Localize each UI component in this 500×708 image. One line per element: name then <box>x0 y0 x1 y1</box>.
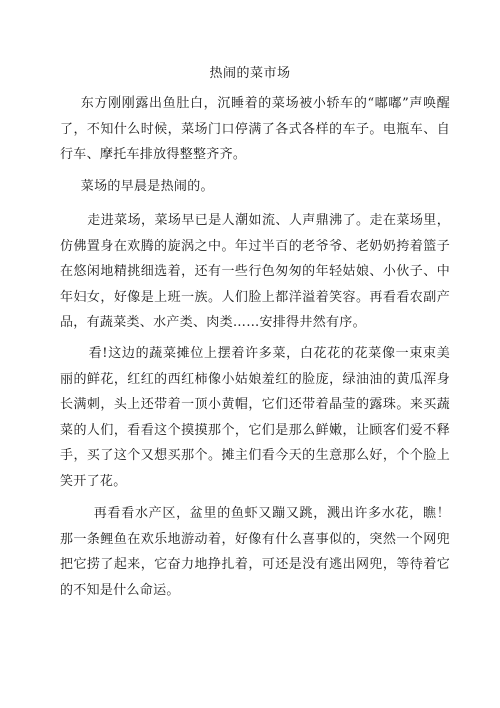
paragraph-1: 东方刚刚露出鱼肚白，沉睡着的菜场被小轿车的“嘟嘟”声唤醒了，不知什么时候，菜场门口停满了各式各样的车子。电瓶车、自行车、摩托车排放得整整齐齐。 <box>60 96 450 162</box>
paragraph-4: 看!这边的蔬菜摊位上摆着许多菜，白花花的花菜像一束束美丽的鲜花，红红的西红柿像小姑娘羞红的脸庞，绿油油的黄瓜浑身长满刺，头上还带着一顶小黄帽，它们还带着晶莹的露珠。来买蔬菜的人们，看看这个摸摸那个，它们是那么鲜嫩，让顾客们爱不释手，买了这个又想买那个。摊主们看今天的生意那么好，个个脸上笑开了花。 <box>60 346 450 489</box>
paragraph-5: 再看看水产区，盆里的鱼虾又蹦又跳，溅出许多水花，瞧！那一条鲤鱼在欢乐地游动着，好像有什么喜事似的，突然一个网兜把它捞了起来，它奋力地挣扎着，可还是没有逃出网兜，等待着它的不知是什么命运。 <box>60 506 450 598</box>
document-title: 热闹的菜市场 <box>209 66 291 81</box>
paragraph-2: 菜场的早晨是热闹的。 <box>80 179 214 194</box>
paragraph-3: 走进菜场，菜场早已是人潮如流、人声鼎沸了。走在菜场里，仿佛置身在欢腾的旋涡之中。年过半百的老爷爷、老奶奶挎着篮子在悠闲地精挑细选着，还有一些行色匆匆的年轻姑娘、小伙子、中年妇女，好像是上班一族。人们脸上都洋溢着笑容。再看看农副产品，有蔬菜类、水产类、肉类……安排得井然有序。 <box>60 213 450 330</box>
